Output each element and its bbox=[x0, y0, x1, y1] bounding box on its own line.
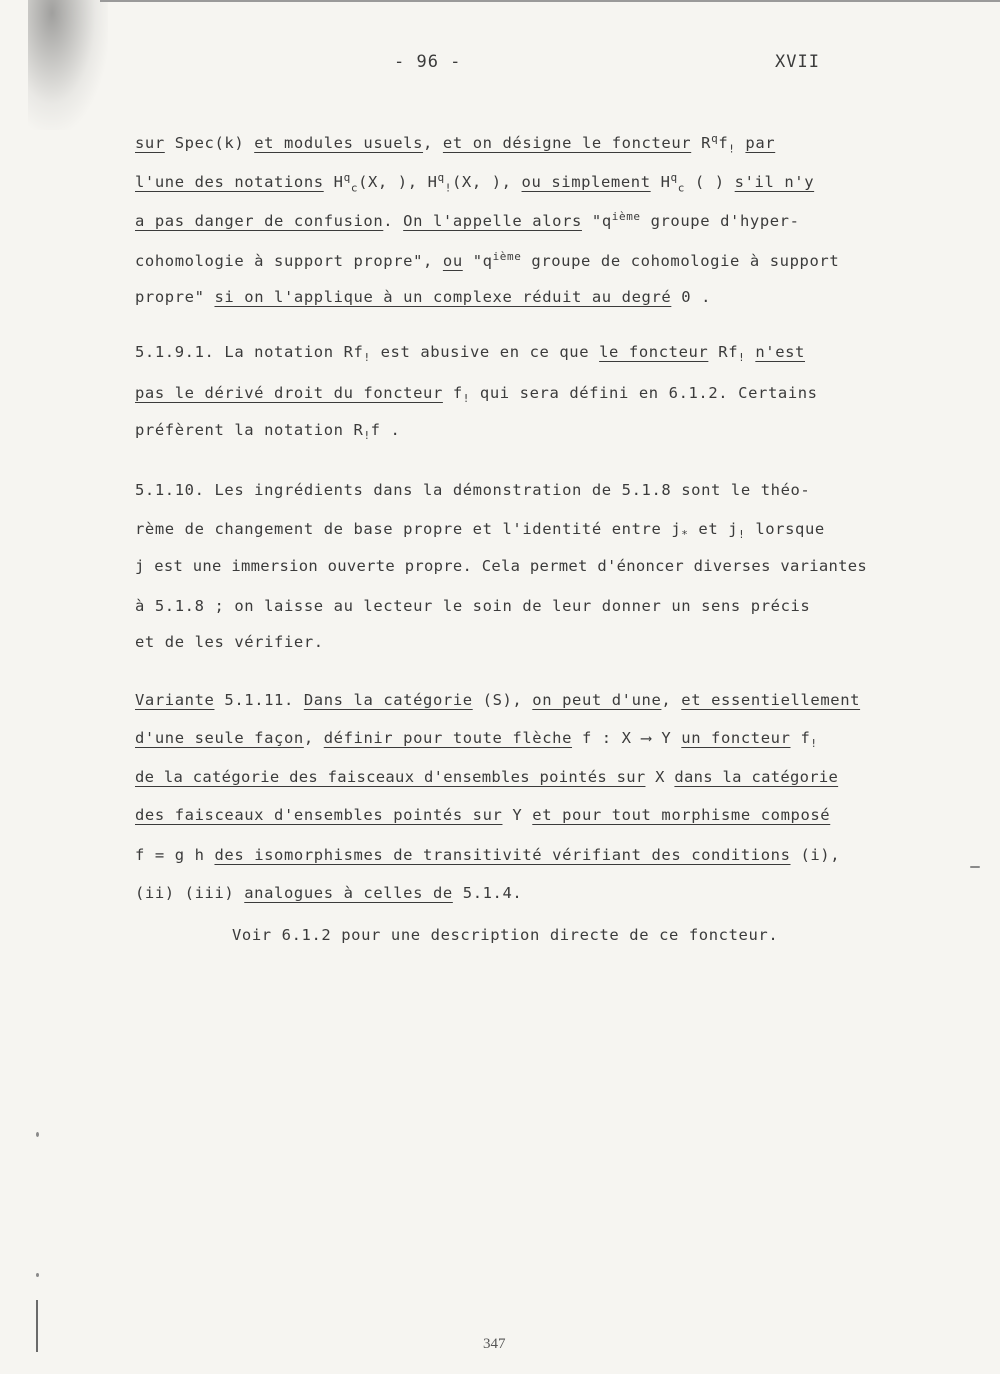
folio-number: 347 bbox=[483, 1336, 506, 1352]
text-run: (ii) (iii) bbox=[135, 884, 245, 902]
subscript: ! bbox=[738, 528, 746, 542]
text-line bbox=[135, 691, 860, 709]
underlined-phrase: des faisceaux d'ensembles pointés sur bbox=[135, 806, 503, 824]
text-run: "q bbox=[581, 212, 612, 231]
text-run: . bbox=[383, 212, 404, 231]
text-run: H bbox=[650, 173, 671, 192]
text-run: rème de changement de base propre et l'identité entre j bbox=[135, 520, 682, 538]
text-run: 0 . bbox=[671, 288, 712, 306]
text-run: , bbox=[303, 729, 324, 747]
underlined-phrase: pas le dérivé droit du foncteur bbox=[135, 384, 443, 402]
text-line bbox=[135, 597, 810, 615]
text-run: f bbox=[790, 729, 811, 747]
underlined-phrase: des isomorphismes de transitivité vérifiant des conditions bbox=[214, 846, 791, 864]
superscript: q bbox=[670, 171, 678, 184]
text-run: Y bbox=[502, 806, 533, 824]
text-run: 5.1.11. bbox=[214, 691, 304, 709]
text-run bbox=[745, 343, 755, 361]
underlined-phrase: définir pour toute flèche bbox=[323, 729, 573, 747]
underlined-phrase: l'une des notations bbox=[135, 173, 324, 192]
underlined-phrase: a pas danger de confusion bbox=[135, 212, 384, 231]
underlined-phrase: un foncteur bbox=[681, 729, 791, 747]
text-line bbox=[135, 210, 800, 230]
page-number: - 96 - bbox=[394, 52, 462, 72]
scan-speck bbox=[36, 1132, 39, 1137]
text-run: groupe de cohomologie à support bbox=[521, 252, 840, 271]
text-run: est abusive en ce que bbox=[370, 343, 600, 361]
text-run: f : X ⟶ Y bbox=[572, 729, 682, 747]
text-run: (X, ), bbox=[452, 173, 522, 192]
subscript: ! bbox=[738, 351, 746, 365]
text-run: 5.1.9.1. La notation Rf bbox=[135, 343, 364, 361]
underlined-phrase: Dans la catégorie bbox=[303, 691, 473, 709]
text-line bbox=[135, 768, 838, 786]
subscript: ! bbox=[810, 737, 818, 751]
text-run: propre" bbox=[135, 288, 215, 306]
text-run: lorsque bbox=[745, 520, 825, 538]
subscript: ! bbox=[444, 181, 452, 195]
text-line bbox=[135, 421, 400, 442]
underlined-phrase: analogues à celles de bbox=[244, 884, 453, 902]
subscript: c bbox=[677, 181, 685, 195]
subscript: ! bbox=[363, 429, 371, 443]
subscript: ! bbox=[462, 392, 470, 406]
chapter-number: XVII bbox=[775, 52, 820, 72]
underlined-phrase: Variante bbox=[135, 691, 215, 709]
text-run: "q bbox=[462, 252, 493, 271]
text-line bbox=[135, 288, 711, 306]
text-run: (i), bbox=[790, 846, 841, 864]
underlined-phrase: On l'appelle alors bbox=[403, 212, 582, 231]
text-run: 5.1.4. bbox=[452, 884, 523, 902]
text-line bbox=[135, 557, 867, 575]
underlined-phrase: ou simplement bbox=[521, 173, 651, 192]
underlined-phrase: par bbox=[745, 134, 776, 153]
text-run: f bbox=[442, 384, 463, 402]
text-line bbox=[232, 926, 778, 944]
text-run: ( ) bbox=[685, 173, 735, 192]
text-line bbox=[135, 481, 810, 499]
scan-edge-mark bbox=[36, 1300, 38, 1352]
superscript: q bbox=[711, 132, 719, 145]
text-run: qui sera défini en 6.1.2. Certains bbox=[470, 384, 818, 402]
underlined-phrase: d'une seule façon bbox=[135, 729, 304, 747]
underlined-phrase: et essentiellement bbox=[681, 691, 861, 709]
subscript: c bbox=[350, 181, 359, 195]
text-line bbox=[135, 729, 818, 750]
text-run: cohomologie à support propre", bbox=[135, 252, 443, 271]
text-run: , bbox=[423, 134, 443, 153]
text-run: et de les vérifier. bbox=[135, 633, 324, 651]
text-line bbox=[135, 171, 814, 194]
text-run: préfèrent la notation R bbox=[135, 421, 364, 439]
text-run: à 5.1.8 ; on laisse au lecteur le soin de leur donner un sens précis bbox=[135, 597, 811, 615]
text-line bbox=[135, 633, 324, 651]
subscript: ! bbox=[728, 142, 736, 156]
text-run: 5.1.10. Les ingrédients dans la démonstration de 5.1.8 sont le théo- bbox=[135, 481, 811, 499]
text-run: Spec(k) bbox=[164, 134, 255, 153]
text-run: (S), bbox=[472, 691, 533, 709]
underlined-phrase: le foncteur bbox=[599, 343, 709, 361]
text-line bbox=[135, 884, 522, 902]
text-run: Rf bbox=[708, 343, 739, 361]
text-run: (X, ), H bbox=[358, 173, 438, 192]
superscript: q bbox=[343, 171, 351, 184]
text-run: , bbox=[661, 691, 682, 709]
subscript: ! bbox=[363, 351, 371, 365]
underlined-phrase: dans la catégorie bbox=[674, 768, 839, 786]
text-run: f . bbox=[370, 421, 401, 439]
underlined-phrase: de la catégorie des faisceaux d'ensembles pointés sur bbox=[135, 768, 646, 786]
underlined-phrase: n'est bbox=[755, 343, 805, 361]
superscript: ième bbox=[611, 210, 641, 223]
underlined-phrase: si on l'applique à un complexe réduit au degré bbox=[214, 288, 672, 306]
underlined-phrase: et pour tout morphisme composé bbox=[532, 806, 831, 824]
text-run: f bbox=[718, 134, 729, 153]
text-run: groupe d'hyper- bbox=[640, 212, 800, 231]
scan-top-edge bbox=[100, 0, 1000, 2]
text-line bbox=[135, 343, 805, 364]
text-line bbox=[135, 250, 839, 270]
text-line bbox=[135, 806, 830, 824]
subscript: * bbox=[681, 528, 689, 542]
text-line bbox=[135, 132, 775, 155]
text-line bbox=[135, 384, 818, 405]
text-run: f = g h bbox=[135, 846, 215, 864]
text-run bbox=[735, 134, 745, 152]
underlined-phrase: et modules usuels bbox=[254, 134, 424, 153]
text-line bbox=[135, 520, 825, 541]
scan-speck bbox=[970, 866, 980, 868]
text-run: et j bbox=[688, 520, 739, 538]
text-run: j est une immersion ouverte propre. Cela permet d'énoncer diverses variantes bbox=[135, 557, 868, 575]
text-run: H bbox=[323, 173, 344, 192]
text-run: X bbox=[645, 768, 675, 786]
underlined-phrase: s'il n'y bbox=[734, 173, 815, 192]
scan-corner-shadow bbox=[28, 0, 108, 130]
underlined-phrase: on peut d'une bbox=[532, 691, 662, 709]
underlined-phrase: ou bbox=[442, 252, 463, 271]
text-line bbox=[135, 846, 840, 864]
superscript: ième bbox=[492, 250, 522, 263]
superscript: q bbox=[437, 171, 445, 184]
text-run: R bbox=[691, 134, 712, 153]
text-run: Voir 6.1.2 pour une description directe de ce foncteur. bbox=[232, 926, 779, 944]
underlined-phrase: sur bbox=[135, 134, 165, 153]
scan-speck bbox=[36, 1273, 39, 1277]
underlined-phrase: et on désigne le foncteur bbox=[442, 134, 692, 153]
